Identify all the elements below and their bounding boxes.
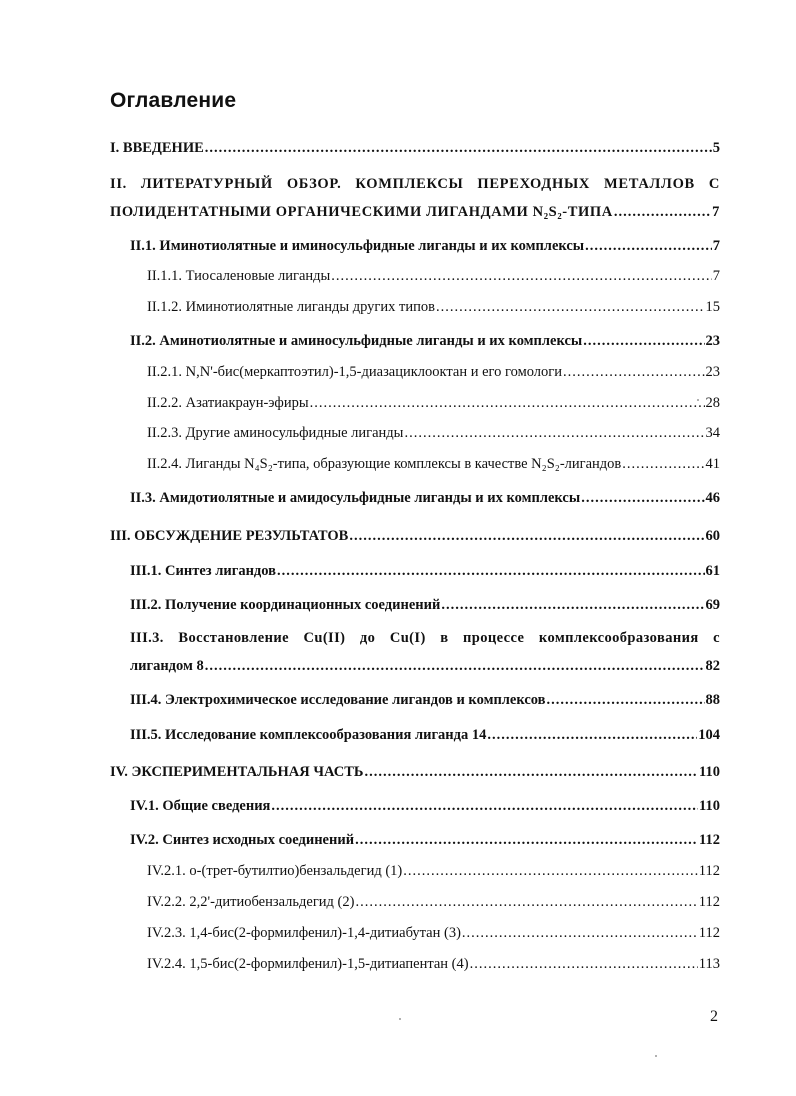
toc-page-number: 7: [712, 268, 720, 284]
toc-entry-chapter-2-line-2: [0, 204, 796, 226]
page-title: Оглавление: [110, 89, 237, 112]
toc-entry-section-2-2: [0, 333, 796, 355]
toc-page-number: 23: [705, 333, 720, 349]
leader-dots: [355, 894, 697, 911]
leader-dots: [355, 832, 698, 849]
leader-dots: [205, 658, 705, 675]
toc-entry-text: IV.2. Синтез исходных соединений: [130, 832, 355, 848]
leader-dots: [547, 692, 705, 709]
toc-entry-subsection-4-2-3: [0, 925, 796, 947]
toc-entry-text: IV.2.4. 1,5-бис(2-формилфенил)-1,5-дитиапентан (4): [147, 956, 469, 972]
toc-entry-text: ПОЛИДЕНТАТНЫМИ ОРГАНИЧЕСКИМИ ЛИГАНДАМИ N₂S₂-ТИПА: [110, 204, 613, 220]
toc-page-number: 28: [705, 395, 720, 411]
toc-page-number: 110: [699, 798, 720, 814]
toc-page-number: 69: [705, 597, 720, 613]
toc-page-number: 7: [712, 238, 720, 254]
toc-page-number: 110: [699, 764, 720, 780]
toc-entry-subsection-2-2-2: [0, 395, 796, 417]
leader-dots: [436, 299, 705, 316]
toc-entry-text: IV.2.1. о-(трет-бутилтио)бензальдегид (1): [147, 863, 403, 879]
leader-dots: [277, 563, 705, 580]
toc-entry-subsection-2-2-3: [0, 425, 796, 447]
toc-page-number: 46: [705, 490, 720, 506]
leader-dots: [349, 528, 704, 545]
toc-entry-text: III.5. Исследование комплексообразования лиганда 14: [130, 727, 487, 743]
toc-entry-subsection-4-2-1: [0, 863, 796, 885]
toc-entry-text: II.1. Иминотиолятные и иминосульфидные лиганды и их комплексы: [130, 238, 585, 254]
toc-entry-text: IV. ЭКСПЕРИМЕНТАЛЬНАЯ ЧАСТЬ: [110, 764, 364, 780]
toc-entry-section-4-2: [0, 832, 796, 854]
toc-page-number: 23: [705, 364, 720, 380]
leader-dots: [585, 238, 712, 255]
toc-entry-section-3-3-line-2: [0, 658, 796, 680]
toc-entry-chapter-3: [0, 528, 796, 550]
toc-entry-section-3-5: [0, 727, 796, 749]
toc-page-number: 7: [712, 204, 720, 220]
leader-dots: [310, 395, 705, 412]
leader-dots: [462, 925, 698, 942]
toc-entry-subsection-2-1-1: [0, 268, 796, 290]
toc-entry-text: I. ВВЕДЕНИЕ: [110, 140, 204, 156]
toc-entry-chapter-1: [0, 140, 796, 162]
toc-entry-text: III.4. Электрохимическое исследование лигандов и комплексов: [130, 692, 546, 708]
leader-dots: [487, 727, 697, 744]
toc-page-number: 15: [705, 299, 720, 315]
toc-page-number: 60: [705, 528, 720, 544]
toc-entry-subsection-4-2-4: [0, 956, 796, 978]
toc-entry-section-3-4: [0, 692, 796, 714]
toc-page-number: 82: [705, 658, 720, 674]
leader-dots: [404, 425, 704, 442]
toc-page-number: 112: [699, 832, 720, 848]
toc-page-number: 112: [698, 925, 720, 941]
scan-speck: [655, 1055, 657, 1057]
leader-dots: [441, 597, 704, 614]
toc-entry-text: II.2.2. Азатиакраун-эфиры: [147, 395, 309, 411]
scan-speck: [697, 399, 699, 401]
toc-entry-text: II.2.1. N,N'-бис(меркаптоэтил)-1,5-диазациклооктан и его гомологи: [147, 364, 562, 380]
page-number: 2: [710, 1008, 718, 1025]
toc-entry-section-2-1: [0, 238, 796, 260]
toc-entry-section-2-3: [0, 490, 796, 512]
leader-dots: [271, 798, 698, 815]
toc-entry-subsection-4-2-2: [0, 894, 796, 916]
toc-page-number: 112: [698, 894, 720, 910]
toc-page-number: 61: [705, 563, 720, 579]
toc-page-number: 34: [705, 425, 720, 441]
toc-entry-text: IV.1. Общие сведения: [130, 798, 271, 814]
leader-dots: [470, 956, 698, 973]
leader-dots: [331, 268, 711, 285]
toc-entry-text: лигандом 8: [130, 658, 204, 674]
toc-entry-subsection-2-2-1: [0, 364, 796, 386]
toc-entry-text: IV.2.3. 1,4-бис(2-формилфенил)-1,4-дитиабутан (3): [147, 925, 461, 941]
leader-dots: [403, 863, 698, 880]
toc-entry-text: II.2.4. Лиганды N₄S₂-типа, образующие комплексы в качестве N₂S₂-лигандов: [147, 456, 622, 472]
toc-entry-text: II.2. Аминотиолятные и аминосульфидные лиганды и их комплексы: [130, 333, 583, 349]
toc-page-number: 88: [705, 692, 720, 708]
toc-entry-text: II.3. Амидотиолятные и амидосульфидные лиганды и их комплексы: [130, 490, 581, 506]
toc-entry-subsection-2-1-2: [0, 299, 796, 321]
toc-entry-section-3-2: [0, 597, 796, 619]
leader-dots: [581, 490, 704, 507]
toc-page-number: 113: [698, 956, 720, 972]
leader-dots: [563, 364, 705, 381]
toc-entry-text: II.1.1. Тиосаленовые лиганды: [147, 268, 331, 284]
toc-entry-text: II.2.3. Другие аминосульфидные лиганды: [147, 425, 404, 441]
leader-dots: [364, 764, 698, 781]
toc-entry-text: III. ОБСУЖДЕНИЕ РЕЗУЛЬТАТОВ: [110, 528, 349, 544]
toc-page-number: 41: [705, 456, 720, 472]
toc-entry-text: IV.2.2. 2,2'-дитиобензальдегид (2): [147, 894, 355, 910]
leader-dots: [622, 456, 704, 473]
toc-page-number: 5: [712, 140, 720, 156]
toc-entry-text: II.1.2. Иминотиолятные лиганды других типов: [147, 299, 435, 315]
leader-dots: [205, 140, 712, 157]
toc-entry-text: III.1. Синтез лигандов: [130, 563, 276, 579]
toc-entry-subsection-2-2-4: [0, 456, 796, 478]
toc-entry-text: III.2. Получение координационных соединений: [130, 597, 441, 613]
toc-page-number: 112: [698, 863, 720, 879]
leader-dots: [614, 204, 711, 221]
toc-entry-section-3-1: [0, 563, 796, 585]
toc-page-number: 104: [698, 727, 720, 743]
scan-speck: [399, 1018, 401, 1020]
toc-entry-chapter-2-line-1: II. ЛИТЕРАТУРНЫЙ ОБЗОР. КОМПЛЕКСЫ ПЕРЕХОДНЫХ МЕТАЛЛОВ С: [110, 176, 720, 192]
leader-dots: [583, 333, 704, 350]
toc-entry-chapter-4: [0, 764, 796, 786]
toc-entry-section-4-1: [0, 798, 796, 820]
toc-entry-section-3-3-line-1: III.3. Восстановление Cu(II) до Cu(I) в процессе комплексообразования с: [130, 630, 720, 646]
